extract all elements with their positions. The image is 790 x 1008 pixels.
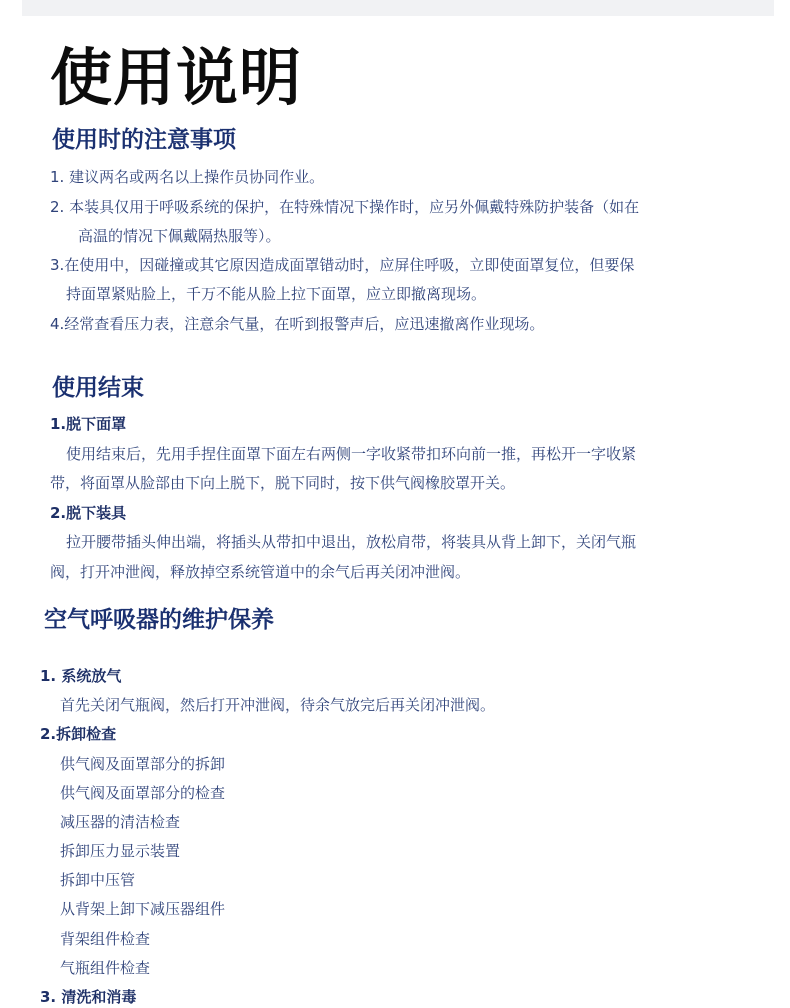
usage-note-1: 1. 建议两名或两名以上操作员协同作业。: [50, 168, 325, 186]
page-title: 使用说明: [50, 41, 303, 114]
usage-note-4: 4.经常查看压力表，注意余气量，在听到报警声后，应迅速撤离作业现场。: [50, 315, 545, 333]
maintenance-check-item: 供气阀及面罩部分的拆卸: [60, 755, 226, 773]
finish-step1-line-1: 使用结束后，先用手捏住面罩下面左右两侧一字收紧带扣环向前一推，再松开一字收紧: [66, 445, 637, 463]
maintenance-check-item: 背架组件检查: [60, 930, 151, 948]
section-heading-finish: 使用结束: [52, 375, 144, 401]
section-heading-maintenance: 空气呼吸器的维护保养: [44, 607, 274, 633]
top-band: [22, 0, 774, 16]
maintenance-check-item: 供气阀及面罩部分的检查: [60, 784, 226, 802]
usage-note-3: 3.在使用中，因碰撞或其它原因造成面罩错动时，应屏住呼吸，立即使面罩复位，但要保: [50, 256, 635, 274]
finish-step2-title: 2.脱下装具: [50, 504, 127, 522]
section-heading-usage-notes: 使用时的注意事项: [52, 127, 236, 153]
maintenance-check-item: 从背架上卸下减压器组件: [60, 900, 226, 918]
maintenance-step1-text: 首先关闭气瓶阀，然后打开冲泄阀，待余气放完后再关闭冲泄阀。: [60, 696, 496, 714]
maintenance-check-item: 气瓶组件检查: [60, 959, 151, 977]
usage-note-2-cont: 高温的情况下佩戴隔热服等）。: [78, 227, 281, 245]
usage-note-2: 2. 本装具仅用于呼吸系统的保护，在特殊情况下操作时，应另外佩戴特殊防护装备（如在: [50, 198, 640, 216]
maintenance-step2-title: 2.拆卸检查: [40, 725, 117, 743]
maintenance-check-item: 拆卸压力显示装置: [60, 842, 181, 860]
maintenance-check-item: 拆卸中压管: [60, 871, 136, 889]
finish-step2-line-1: 拉开腰带插头伸出端，将插头从带扣中退出，放松肩带，将装具从背上卸下，关闭气瓶: [66, 533, 637, 551]
usage-note-3-cont: 持面罩紧贴脸上，千万不能从脸上拉下面罩，应立即撤离现场。: [66, 285, 487, 303]
finish-step1-line-2: 带，将面罩从脸部由下向上脱下，脱下同时，按下供气阀橡胶罩开关。: [50, 474, 516, 492]
maintenance-step1-title: 1. 系统放气: [40, 667, 122, 685]
maintenance-step3-title-partial: 3. 清洗和消毒: [40, 988, 137, 1006]
finish-step2-line-2: 阀，打开冲泄阀，释放掉空系统管道中的余气后再关闭冲泄阀。: [50, 563, 471, 581]
maintenance-check-item: 减压器的清洁检查: [60, 813, 181, 831]
finish-step1-title: 1.脱下面罩: [50, 415, 127, 433]
